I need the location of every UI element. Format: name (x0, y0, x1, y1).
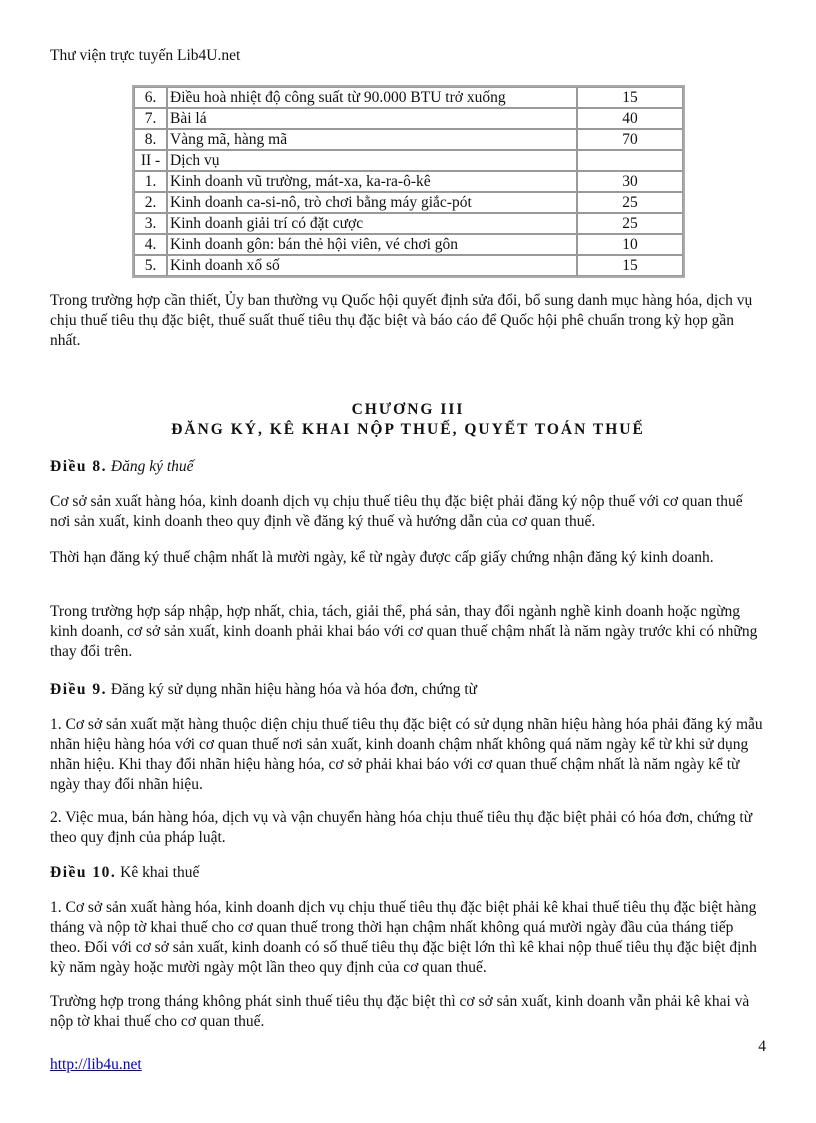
table-row (134, 150, 683, 171)
row-rate: 40 (577, 108, 683, 129)
table-row (134, 87, 683, 108)
article-8-heading (50, 457, 194, 477)
row-number: 8. (134, 129, 167, 150)
row-description: Bài lá (167, 108, 577, 129)
row-description: Kinh doanh vũ trường, mát-xa, ka-ra-ô-kê (167, 171, 577, 192)
row-rate (577, 150, 683, 171)
table-row (134, 255, 683, 276)
footer (50, 1056, 142, 1074)
row-number: 4. (134, 234, 167, 255)
table-row (134, 234, 683, 255)
article-9-heading (50, 680, 477, 700)
row-number: 1. (134, 171, 167, 192)
article-9-paragraph: 2. Việc mua, bán hàng hóa, dịch vụ và vận chuyển hàng hóa chịu thuế tiêu thụ đặc biệt phải có hóa đơn, chứng từ theo quy định của pháp luật. (50, 809, 753, 846)
article-10-paragraph: 1. Cơ sở sản xuất hàng hóa, kinh doanh dịch vụ chịu thuế tiêu thụ đặc biệt phải kê khai thuế tiêu thụ đặc biệt hàng tháng và nộp tờ khai thuế cho cơ quan thuế trong thời hạn chậm nhất không quá mười ngày đầu của tháng tiếp theo. Đối với cơ sở sản xuất, kinh doanh có số thuế tiêu thụ đặc biệt lớn thì kê khai nộp thuế tiêu thụ đặc biệt định kỳ năm ngày hoặc mười ngày một lần theo quy định của cơ quan thuế. (50, 899, 757, 976)
tax-rate-table (132, 85, 685, 278)
article-8-paragraph: Cơ sở sản xuất hàng hóa, kinh doanh dịch vụ chịu thuế tiêu thụ đặc biệt phải đăng ký nộp thuế với cơ quan thuế nơi sản xuất, kinh doanh theo quy định về đăng ký thuế và hướng dẫn của cơ quan thuế. (50, 493, 743, 530)
article-10-title: Kê khai thuế (120, 864, 200, 881)
chapter-title: ĐĂNG KÝ, KÊ KHAI NỘP THUẾ, QUYẾT TOÁN THUẾ (171, 421, 645, 438)
chapter-number: CHƯƠNG III (351, 401, 465, 418)
row-description: Kinh doanh gôn: bán thẻ hội viên, vé chơi gôn (167, 234, 577, 255)
row-rate: 30 (577, 171, 683, 192)
article-9-title: Đăng ký sử dụng nhãn hiệu hàng hóa và hóa đơn, chứng từ (110, 681, 478, 698)
row-description: Vàng mã, hàng mã (167, 129, 577, 150)
site-header: Thư viện trực tuyến Lib4U.net (50, 47, 241, 64)
article-8-label: Điều 8. (50, 458, 107, 475)
article-10-heading (50, 863, 199, 883)
row-description: Điều hoà nhiệt độ công suất từ 90.000 BTU trở xuống (167, 87, 577, 108)
row-rate: 10 (577, 234, 683, 255)
article-9-paragraph: 1. Cơ sở sản xuất mặt hàng thuộc diện chịu thuế tiêu thụ đặc biệt có sử dụng nhãn hiệu hàng hóa phải đăng ký mẫu nhãn hiệu hàng hóa với cơ quan thuế nơi sản xuất, kinh doanh chậm nhất không quá năm ngày kể từ khi sử dụng nhãn hiệu. Khi thay đổi nhãn hiệu hàng hóa, cơ sở phải khai báo với cơ quan thuế chậm nhất là năm ngày kể từ ngày thay đổi nhãn hiệu. (50, 716, 763, 793)
row-number: II - (134, 150, 167, 171)
row-rate: 25 (577, 192, 683, 213)
table-row (134, 129, 683, 150)
article-8-paragraph: Thời hạn đăng ký thuế chậm nhất là mười ngày, kể từ ngày được cấp giấy chứng nhận đăng ký kinh doanh. (50, 549, 714, 566)
article-10-label: Điều 10. (50, 864, 117, 881)
footer-link[interactable]: http://lib4u.net (50, 1056, 142, 1073)
row-description: Dịch vụ (167, 150, 577, 171)
row-number: 6. (134, 87, 167, 108)
table-row (134, 108, 683, 129)
table-row (134, 171, 683, 192)
row-description: Kinh doanh giải trí có đặt cược (167, 213, 577, 234)
table-row (134, 213, 683, 234)
row-rate: 15 (577, 87, 683, 108)
row-rate: 15 (577, 255, 683, 276)
article-8-title: Đăng ký thuế (110, 458, 194, 475)
row-number: 2. (134, 192, 167, 213)
article-9-label: Điều 9. (50, 681, 107, 698)
row-description: Kinh doanh xổ số (167, 255, 577, 276)
intro-paragraph: Trong trường hợp cần thiết, Ủy ban thường vụ Quốc hội quyết định sửa đổi, bổ sung danh mục hàng hóa, dịch vụ chịu thuế tiêu thụ đặc biệt, thuế suất thuế tiêu thụ đặc biệt và báo cáo để Quốc hội phê chuẩn trong kỳ họp gần nhất. (50, 292, 753, 349)
article-8-paragraph: Trong trường hợp sáp nhập, hợp nhất, chia, tách, giải thể, phá sản, thay đổi ngành nghề kinh doanh hoặc ngừng kinh doanh, cơ sở sản xuất, kinh doanh phải khai báo với cơ quan thuế chậm nhất là năm ngày trước khi có những thay đổi trên. (50, 603, 758, 660)
row-rate: 25 (577, 213, 683, 234)
row-number: 7. (134, 108, 167, 129)
row-description: Kinh doanh ca-si-nô, trò chơi bằng máy giắc-pót (167, 192, 577, 213)
row-number: 3. (134, 213, 167, 234)
row-rate: 70 (577, 129, 683, 150)
article-10-paragraph: Trường hợp trong tháng không phát sinh thuế tiêu thụ đặc biệt thì cơ sở sản xuất, kinh doanh vẫn phải kê khai và nộp tờ khai thuế cho cơ quan thuế. (50, 993, 750, 1030)
table-row (134, 192, 683, 213)
row-number: 5. (134, 255, 167, 276)
page-number: 4 (758, 1038, 766, 1055)
